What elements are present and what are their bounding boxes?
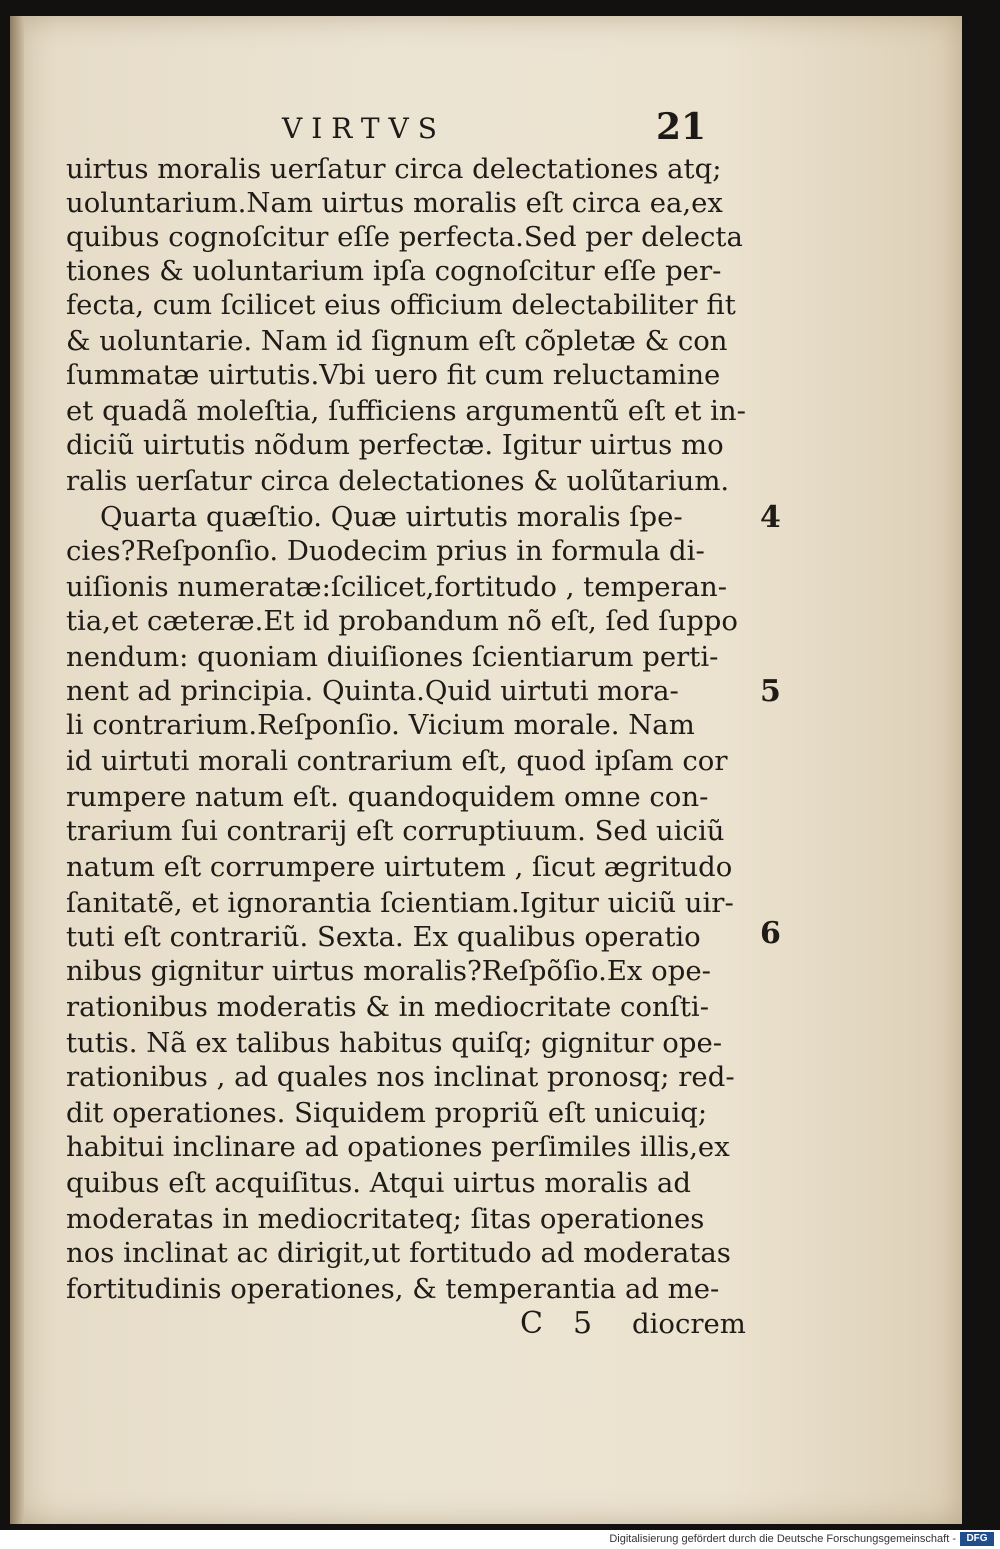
- body-line: Quarta quæſtio. Quæ uirtutis moralis ſpe-: [100, 501, 683, 533]
- body-line: habitui inclinare ad opationes perſimiles illis,ex: [66, 1131, 730, 1163]
- body-line: et quadã moleſtia, ſufficiens argumentũ eſt et in-: [66, 395, 746, 427]
- running-head: VIRTVS: [282, 112, 446, 145]
- body-line: uirtus moralis uerſatur circa delectationes atq;: [66, 153, 722, 185]
- body-line: tuti eſt contrariũ. Sexta. Ex qualibus operatio: [66, 921, 701, 953]
- body-line: rationibus , ad quales nos inclinat pronosq; red-: [66, 1061, 735, 1093]
- body-line: moderatas in mediocritateq; ſitas operationes: [66, 1203, 705, 1235]
- body-line: rumpere natum eſt. quandoquidem omne con-: [66, 781, 709, 813]
- signature-letter: C: [520, 1306, 543, 1341]
- body-line: uoluntarium.Nam uirtus moralis eſt circa ea,ex: [66, 187, 723, 219]
- body-line: diciũ uirtutis nõdum perfectæ. Igitur uirtus mo: [66, 429, 724, 461]
- body-line: dit operationes. Siquidem propriũ eſt unicuiq;: [66, 1097, 708, 1129]
- body-line: li contrarium.Reſponſio. Vicium morale. Nam: [66, 709, 695, 741]
- body-line: tia,et cæteræ.Et id probandum nõ eſt, ſed ſuppo: [66, 605, 738, 637]
- body-line: uiſionis numeratæ:ſcilicet,fortitudo , temperan-: [66, 571, 728, 603]
- signature-number: 5: [572, 1306, 593, 1341]
- body-line: & uoluntarie. Nam id ſignum eſt cõpletæ & con: [66, 325, 728, 357]
- margin-number: 4: [760, 500, 781, 535]
- funding-credit: Digitalisierung gefördert durch die Deutsche Forschungsgemeinschaft -: [609, 1533, 956, 1545]
- margin-number: 6: [760, 916, 781, 951]
- body-line: ſanitatẽ, et ignorantia ſcientiam.Igitur uiciũ uir-: [66, 887, 734, 919]
- body-line: nent ad principia. Quinta.Quid uirtuti mora-: [66, 675, 679, 707]
- body-line: nos inclinat ac dirigit,ut fortitudo ad moderatas: [66, 1237, 731, 1269]
- page-gutter-shadow: [10, 16, 24, 1524]
- signature-mark: [520, 1306, 592, 1341]
- body-line: ſummatæ uirtutis.Vbi uero fit cum reluctamine: [66, 359, 721, 391]
- catchword: diocrem: [632, 1308, 746, 1340]
- body-line: ralis uerſatur circa delectationes & uolũtarium.: [66, 465, 730, 497]
- body-line: id uirtuti morali contrarium eſt, quod ipſam cor: [66, 745, 728, 777]
- body-line: natum eſt corrumpere uirtutem , ſicut ægritudo: [66, 851, 733, 883]
- page-number: 21: [656, 106, 707, 148]
- body-line: fortitudinis operationes, & temperantia ad me-: [66, 1273, 720, 1305]
- body-line: rationibus moderatis & in mediocritate conſti-: [66, 991, 709, 1023]
- body-line: tutis. Nã ex talibus habitus quiſq; gignitur ope-: [66, 1027, 723, 1059]
- body-line: quibus cognoſcitur eſſe perfecta.Sed per delecta: [66, 221, 743, 253]
- body-line: cies?Reſponſio. Duodecim prius in formula di-: [66, 535, 705, 567]
- dfg-logo: DFG: [960, 1532, 994, 1546]
- body-line: nendum: quoniam diuiſiones ſcientiarum perti-: [66, 641, 719, 673]
- margin-number: 5: [760, 674, 781, 709]
- body-line: fecta, cum ſcilicet eius officium delectabiliter fit: [66, 289, 736, 321]
- body-line: nibus gignitur uirtus moralis?Reſpõſio.Ex ope-: [66, 955, 711, 987]
- body-line: quibus eſt acquiſitus. Atqui uirtus moralis ad: [66, 1167, 691, 1199]
- body-line: trarium ſui contrarij eſt corruptiuum. Sed uiciũ: [66, 815, 725, 847]
- body-line: tiones & uoluntarium ipſa cognoſcitur eſſe per-: [66, 255, 722, 287]
